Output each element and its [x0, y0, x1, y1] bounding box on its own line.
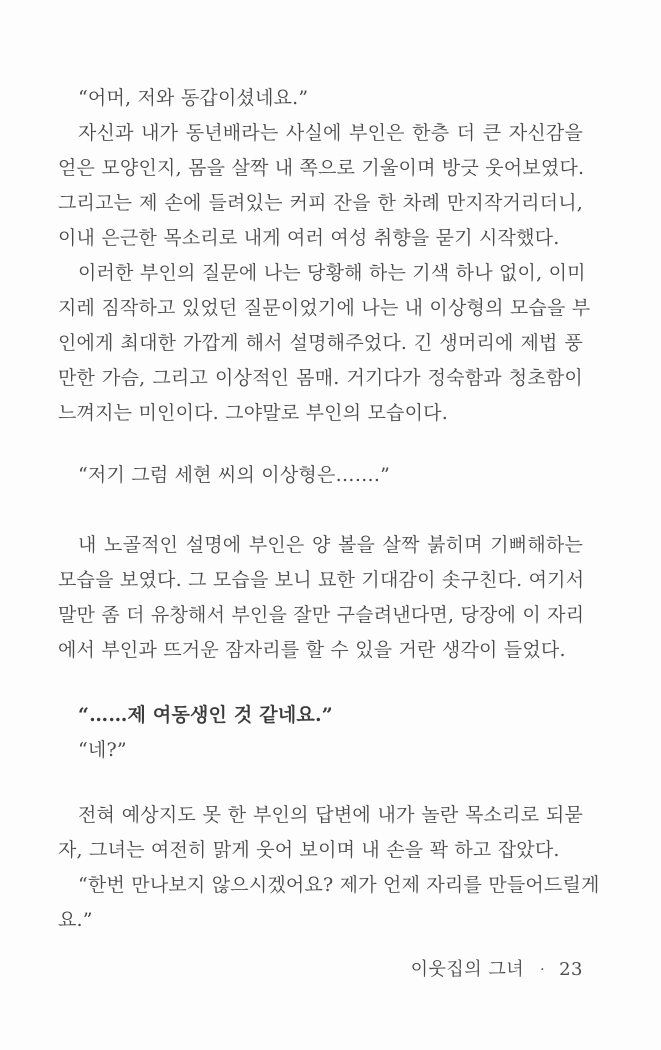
- text-line: 자, 그녀는 여전히 맑게 웃어 보이며 내 손을 꽉 하고 잡았다.: [58, 839, 560, 861]
- text-line: 이내 은근한 목소리로 내게 여러 여성 취향을 묻기 시작했다.: [58, 227, 560, 249]
- text-line: 만한 가슴, 그리고 이상적인 몸매. 거기다가 정숙함과 청초함이: [58, 367, 583, 389]
- page-number: 23: [559, 959, 583, 980]
- text-line: “……제 여동생인 것 같네요.”: [78, 704, 333, 726]
- page-footer: [58, 955, 583, 985]
- text-line: “어머, 저와 동갑이셨네요.”: [78, 87, 309, 109]
- text-line: 에서 부인과 뜨거운 잠자리를 할 수 있을 거란 생각이 들었다.: [58, 639, 566, 661]
- text-line: 지레 짐작하고 있었던 질문이었기에 나는 내 이상형의 모습을 부: [58, 297, 591, 319]
- text-line: 느껴지는 미인이다. 그야말로 부인의 모습이다.: [58, 402, 448, 424]
- text-line: 이러한 부인의 질문에 나는 당황해 하는 기색 하나 없이, 이미: [78, 262, 586, 284]
- text-line: 내 노골적인 설명에 부인은 양 볼을 살짝 붉히며 기뻐해하는: [78, 534, 583, 556]
- text-line: 전혀 예상지도 못 한 부인의 답변에 내가 놀란 목소리로 되묻: [78, 804, 583, 826]
- text-line: “한번 만나보지 않으시겠어요? 제가 언제 자리를 만들어드릴게: [78, 874, 600, 896]
- text-line: 인에게 최대한 가깝게 해서 설명해주었다. 긴 생머리에 제법 풍: [58, 332, 583, 354]
- running-title: 이웃집의 그녀: [410, 959, 525, 980]
- text-line: 요.”: [58, 909, 93, 931]
- text-line: 말만 좀 더 유창해서 부인을 잘만 구슬려낸다면, 당장에 이 자리: [58, 604, 585, 626]
- text-line: 얻은 모양인지, 몸을 살짝 내 쪽으로 기울이며 방긋 웃어보였다.: [58, 157, 585, 179]
- text-line: 그리고는 제 손에 들려있는 커피 잔을 한 차례 만지작거리더니,: [58, 192, 583, 214]
- text-line: “네?”: [78, 739, 127, 761]
- text-line: 모습을 보였다. 그 모습을 보니 묘한 기대감이 솟구친다. 여기서: [58, 569, 585, 591]
- footer-separator-dot: ·: [540, 962, 546, 978]
- text-line: “저기 그럼 세현 씨의 이상형은…….”: [78, 464, 391, 486]
- text-block: [58, 81, 600, 938]
- text-line: 자신과 내가 동년배라는 사실에 부인은 한층 더 큰 자신감을: [78, 122, 583, 144]
